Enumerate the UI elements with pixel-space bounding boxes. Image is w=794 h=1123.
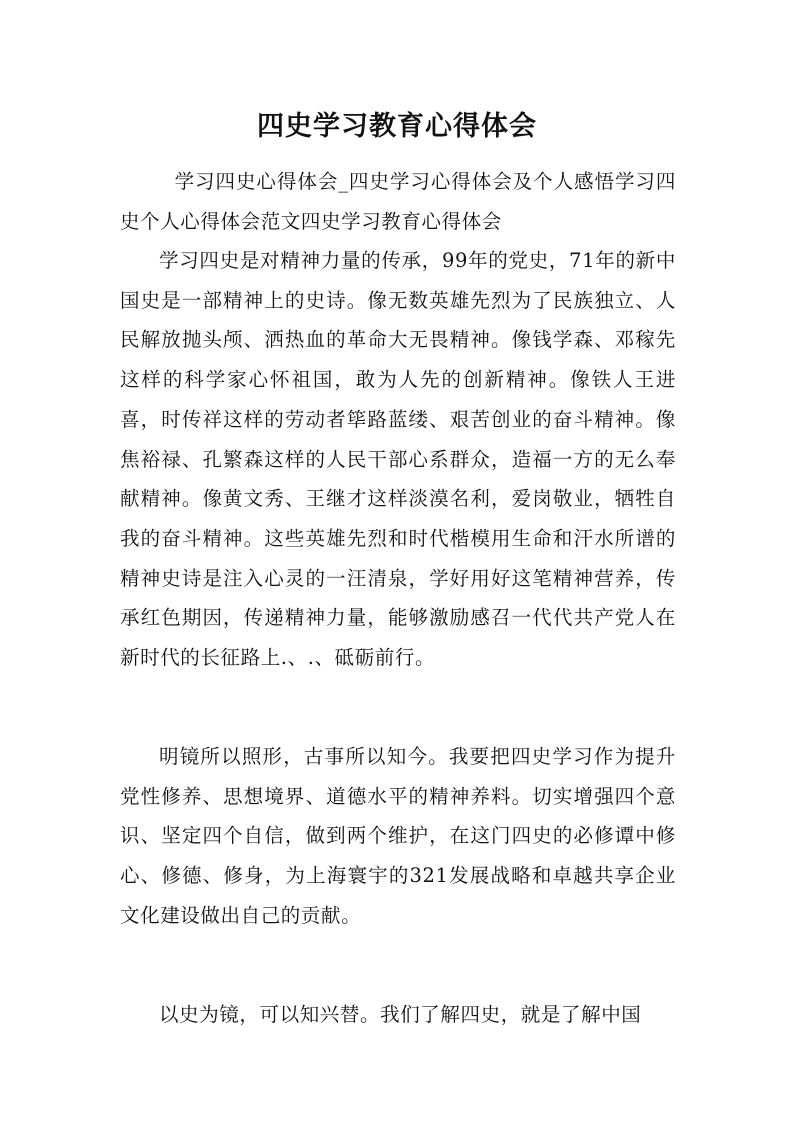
body-paragraph: 明镜所以照形，古事所以知今。我要把四史学习作为提升党性修养、思想境界、道德水平的精神养料。切实增强四个意识、坚定四个自信，做到两个维护，在这门四史的必修谭中修心、修德、修身，为上海寰宇的321发展战略和卓越共享企业文化建设做出自己的贡献。 xyxy=(120,745,676,927)
document-title: 四史学习教育心得体会 xyxy=(257,111,537,142)
body-paragraph: 以史为镜，可以知兴替。我们了解四史，就是了解中国 xyxy=(159,1003,642,1026)
body-paragraph: 学习四史是对精神力量的传承，99年的党史，71年的新中国史是一部精神上的史诗。像无数英雄先烈为了民族独立、人民解放抛头颅、洒热血的革命大无畏精神。像钱学森、邓稼先这样的科学家心怀祖国，敢为人先的创新精神。像铁人王进喜，时传祥这样的劳动者筚路蓝缕、艰苦创业的奋斗精神。像焦裕禄、孔繁森这样的人民干部心系群众，造福一方的无么奉献精神。像黄文秀、王继才这样淡漠名利，爱岗敬业，牺牲自我的奋斗精神。这些英雄先烈和时代楷模用生命和汗水所谱的精神史诗是注入心灵的一汪清泉，学好用好这笔精神营养，传承红色期因，传递精神力量，能够激励感召一代代共产党人在新时代的长征路上.、.、砥砺前行。 xyxy=(120,249,676,670)
subtitle-paragraph: 学习四史心得体会_四史学习心得体会及个人感悟学习四史个人心得体会范文四史学习教育心得体会 xyxy=(120,170,676,233)
